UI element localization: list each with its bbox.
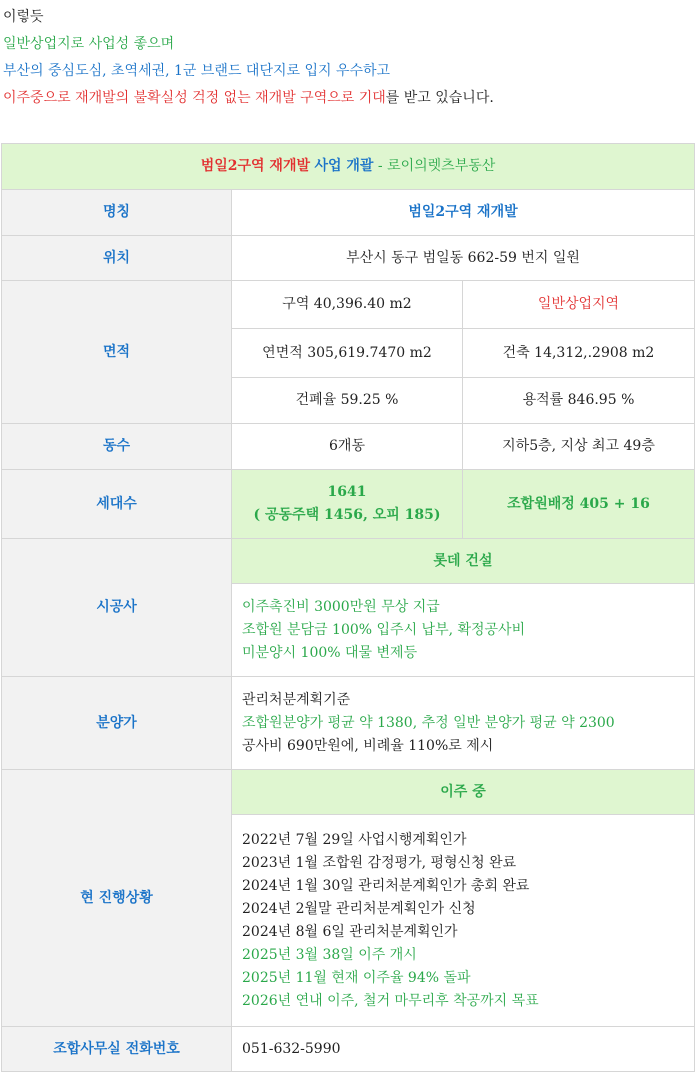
status-label: 현 진행상황 <box>2 770 232 1027</box>
table-row <box>2 470 695 539</box>
table-row <box>2 424 695 470</box>
status-item: 2026년 연내 이주, 철거 마무리후 착공까지 목표 <box>242 992 539 1009</box>
table-row <box>2 677 695 770</box>
status-item: 2024년 2월말 관리처분계획인가 신청 <box>242 900 476 917</box>
households-label: 세대수 <box>2 470 232 539</box>
buildings-floors: 지하5층, 지상 최고 49층 <box>463 424 695 470</box>
area-label: 면적 <box>2 281 232 424</box>
sale-price-details <box>232 677 695 770</box>
sale-price-line-2: 조합원분양가 평균 약 1380, 추정 일반 분양가 평균 약 2300 <box>242 714 615 731</box>
contractor-term-2: 조합원 분담금 100% 입주시 납부, 확정공사비 <box>242 621 526 638</box>
status-item: 2023년 1월 조합원 감정평가, 평형신청 완료 <box>242 854 517 871</box>
status-timeline <box>232 815 695 1027</box>
households-total-cell <box>232 470 463 539</box>
buildings-label: 동수 <box>2 424 232 470</box>
table-title <box>2 144 695 190</box>
households-detail: ( 공동주택 1456, 오피 185) <box>253 507 441 523</box>
project-overview-table <box>1 143 695 1072</box>
title-overview: 사업 개괄 <box>314 158 374 174</box>
table-row <box>2 1027 695 1072</box>
contractor-label: 시공사 <box>2 539 232 677</box>
sale-price-line-1: 관리처분계획기준 <box>242 691 351 708</box>
contractor-term-3: 미분양시 100% 대물 변제등 <box>242 644 418 661</box>
households-total: 1641 <box>327 484 367 500</box>
intro-line-2: 일반상업지로 사업성 좋으며 <box>3 36 175 52</box>
buildings-count: 6개동 <box>232 424 463 470</box>
title-project: 범일2구역 재개발 <box>200 158 311 174</box>
location-label: 위치 <box>2 236 232 281</box>
intro-text <box>3 4 494 112</box>
table-row <box>2 281 695 329</box>
intro-line-4-highlight: 이주중으로 재개발의 불확실성 걱정 없는 재개발 구역으로 기대 <box>3 90 386 106</box>
area-far: 용적률 846.95 % <box>463 378 695 424</box>
location-value: 부산시 동구 범일동 662-59 번지 일원 <box>232 236 695 281</box>
intro-line-1: 이렇듯 <box>3 9 44 25</box>
name-label: 명칭 <box>2 190 232 236</box>
sale-price-line-3: 공사비 690만원에, 비례율 110%로 제시 <box>242 737 494 754</box>
status-item: 2022년 7월 29일 사업시행계획인가 <box>242 831 467 848</box>
phone-value: 051-632-5990 <box>232 1027 695 1072</box>
table-row <box>2 770 695 815</box>
households-member: 조합원배정 405 + 16 <box>463 470 695 539</box>
status-item: 2024년 1월 30일 관리처분계획인가 총회 완료 <box>242 877 530 894</box>
table-row <box>2 236 695 281</box>
title-source: - 로이의렛츠부동산 <box>377 158 496 174</box>
area-building: 건축 14,312,.2908 m2 <box>463 329 695 378</box>
area-zone: 일반상업지역 <box>463 281 695 329</box>
contractor-term-1: 이주촉진비 3000만원 무상 지급 <box>242 598 440 615</box>
status-header: 이주 중 <box>232 770 695 815</box>
contractor-terms <box>232 584 695 677</box>
table-row <box>2 190 695 236</box>
name-value: 범일2구역 재개발 <box>232 190 695 236</box>
intro-line-3: 부산의 중심도심, 초역세권, 1군 브랜드 대단지로 입지 우수하고 <box>3 63 391 79</box>
contractor-name: 롯데 건설 <box>232 539 695 584</box>
area-bcr: 건폐율 59.25 % <box>232 378 463 424</box>
status-item: 2025년 11월 현재 이주율 94% 돌파 <box>242 969 471 986</box>
table-row <box>2 539 695 584</box>
intro-line-4 <box>3 85 494 112</box>
area-floor: 연면적 305,619.7470 m2 <box>232 329 463 378</box>
phone-label: 조합사무실 전화번호 <box>2 1027 232 1072</box>
intro-line-4-rest: 를 받고 있습니다. <box>385 90 494 106</box>
status-item: 2024년 8월 6일 관리처분계획인가 <box>242 923 458 940</box>
status-item: 2025년 3월 38일 이주 개시 <box>242 946 417 963</box>
sale-price-label: 분양가 <box>2 677 232 770</box>
area-site: 구역 40,396.40 m2 <box>232 281 463 329</box>
table-title-row <box>2 144 695 190</box>
